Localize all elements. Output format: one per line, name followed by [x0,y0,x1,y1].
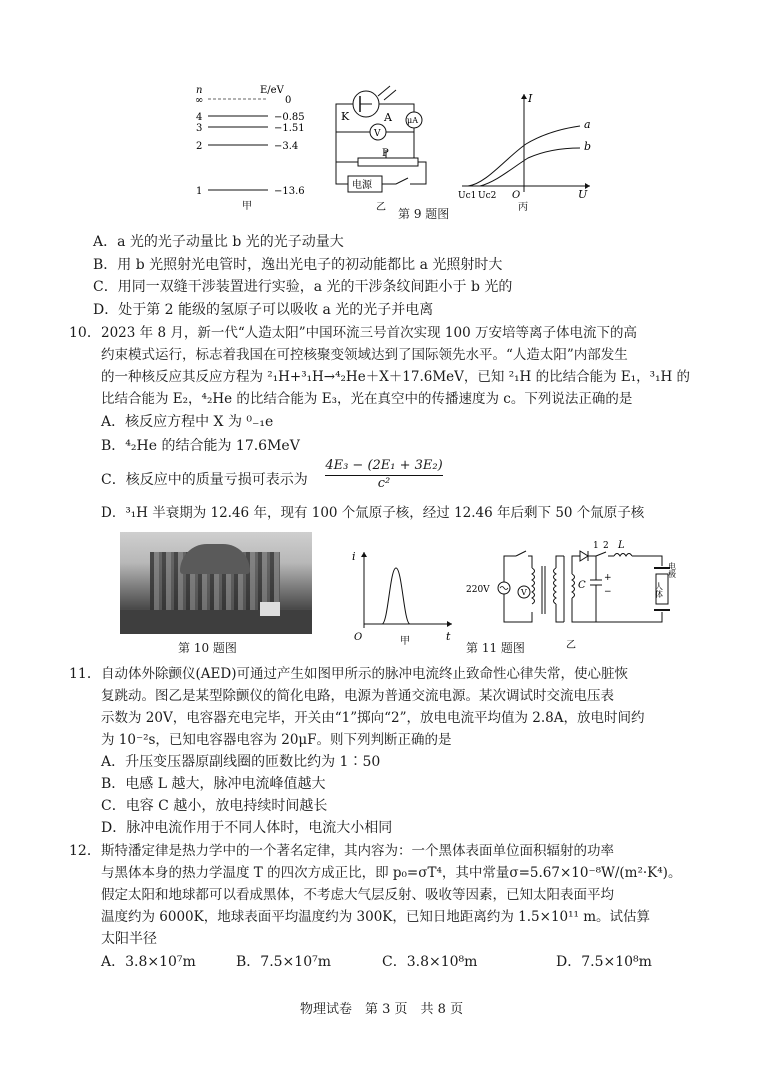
fig9-jia-label: 甲 [242,201,252,212]
fig9-caption: 第 9 题图 [398,207,450,221]
label-uc2: Uc2 [478,191,497,201]
curve-b [480,148,580,186]
fig11-jia-label: 甲 [400,636,410,647]
level-e-inf: 0 [285,95,292,106]
q12-line-2: 与黑体本身的热力学温度 T 的四次方成正比，即 p₀=σT⁴，其中常量σ=5.67×10⁻⁸W/(m²·K⁴)。 [101,865,682,881]
q11-option-d: D．脉冲电流作用于不同人体时，电流大小相同 [101,820,393,836]
q11-option-c: C．电容 C 越小，放电持续时间越长 [101,798,328,814]
q11-line-2: 复跳动。图乙是某型除颤仪的简化电路，电源为普通交流电源。某次调试时交流电压表 [101,688,614,704]
page-footer: 物理试卷 第 3 页 共 8 页 [300,1002,464,1017]
q10-option-c: C．核反应中的质量亏损可表示为 [101,472,308,488]
label-2: 2 [603,541,609,551]
label-electrode: 电极 [667,562,677,578]
q9-option-c: C．用同一双缝干涉装置进行实验，a 光的干涉条纹间距小于 b 光的 [93,279,513,295]
pulse-curve [366,568,444,624]
q12-option-d: D．7.5×10⁸m [556,954,652,970]
e-header: E/eV [260,85,284,96]
axis-U: U [578,188,588,201]
q10-option-c-fraction [325,458,443,491]
n-header: n [196,85,203,96]
q11-option-b: B．电感 L 越大，脉冲电流峰值越大 [101,776,326,792]
level-e-4: −0.85 [274,112,305,123]
q9-option-a: A．a 光的光子动量比 b 光的光子动量大 [93,234,344,250]
level-n-4: 4 [196,112,203,123]
label-A: A [384,111,392,124]
q11-line-4: 为 10⁻²s，已知电容器电容为 20μF。则下列判断正确的是 [101,732,452,748]
fraction-denominator: c² [377,476,391,491]
label-L: L [618,540,625,551]
level-e-3: −1.51 [274,123,305,134]
label-uA: μA [407,116,418,125]
q12-option-a: A．3.8×10⁷m [101,954,196,970]
q11-line-1: 自动体外除颤仪(AED)可通过产生如图甲所示的脉冲电流终止致命性心律失常，使心脏恢 [101,666,628,682]
label-V: V [374,129,381,139]
q9-option-d: D．处于第 2 能级的氢原子可以吸收 a 光的光子并电离 [93,302,434,318]
level-n-inf: ∞ [195,95,204,106]
q12-line-3: 假定太阳和地球都可以看成黑体，不考虑大气层反射、吸收等因素，已知太阳表面平均 [101,887,614,903]
q10-line-3: 的一种核反应其反应方程为 ²₁H+³₁H→⁴₂He＋X＋17.6MeV，已知 ²₁H 的比结合能为 E₁，³₁H 的 [101,369,691,385]
label-1: 1 [593,541,599,551]
label-uc1: Uc1 [458,191,477,201]
curve-a-label: a [584,118,591,131]
label-source: 电源 [352,180,372,191]
q12-line-5: 太阳半径 [101,931,157,947]
label-220v: 220V [466,585,490,595]
label-P: P [382,148,389,159]
fig9-bing-iu-graph [456,88,596,212]
axis-i: i [352,550,356,563]
fig9-yi-photocell-circuit [330,84,440,214]
curve-b-label: b [584,140,592,153]
fig11-caption: 第 11 题图 [466,641,525,655]
fig9-jia-energy-levels [190,84,320,212]
label-O: O [512,190,521,201]
svg-text:−: − [604,587,612,597]
q9-option-b: B．用 b 光照射光电管时，逸出光电子的初动能都比 a 光照射时大 [93,257,503,273]
q11-number: 11． [69,666,101,682]
q12-option-c: C．3.8×10⁸m [382,954,478,970]
q10-line-1: 2023 年 8 月，新一代“人造太阳”中国环流三号首次实现 100 万安培等离子体电流下的高 [101,325,637,341]
label-V: V [521,588,527,597]
origin-O: O [354,632,363,643]
q10-option-b: B．⁴₂He 的结合能为 17.6MeV [101,438,300,454]
fraction-numerator: 4E₃ − (2E₁ + 3E₂) [325,458,443,476]
label-C: C [578,580,586,591]
q11-option-a: A．升压变压器原副线圈的匝数比约为 1∶50 [101,754,381,770]
q10-option-d: D．³₁H 半衰期为 12.46 年，现有 100 个氚原子核，经过 12.46 年后剩下 50 个氚原子核 [101,505,645,521]
level-e-2: −3.4 [274,141,299,152]
q12-line-4: 温度约为 6000K，地球表面平均温度约为 300K，已知日地距离约为 1.5×10¹¹ m。试估算 [101,909,651,925]
q12-number: 12． [69,843,101,859]
q12-line-1: 斯特潘定律是热力学中的一个著名定律，其内容为：一个黑体表面单位面积辐射的功率 [101,843,614,859]
q10-option-a: A．核反应方程中 X 为 ⁰₋₁e [101,414,274,430]
axis-I: I [528,92,533,105]
fig11-yi-label: 乙 [566,640,576,651]
label-K: K [341,110,350,123]
q10-line-4: 比结合能为 E₂，⁴₂He 的比结合能为 E₃，光在真空中的传播速度为 c。下列说法正确的是 [101,391,633,407]
level-n-3: 3 [196,123,203,134]
fig11-jia-pulse-graph [348,548,458,648]
fig10-photo [120,532,312,634]
q10-number: 10． [69,325,101,341]
fig9-yi-label: 乙 [376,202,386,213]
level-n-2: 2 [196,141,203,152]
fig11-yi-aed-circuit [466,540,696,652]
axis-t: t [446,630,451,643]
q10-line-2: 约束模式运行，标志着我国在可控核聚变领域达到了国际领先水平。“人造太阳”内部发生 [101,347,628,363]
level-e-1: −13.6 [274,186,305,197]
fig10-caption: 第 10 题图 [178,641,237,655]
label-body: 人体 [654,582,664,598]
svg-text:+: + [604,573,612,583]
diode-icon [580,551,588,561]
fig9-bing-label: 丙 [518,202,528,212]
q12-option-b: B．7.5×10⁷m [236,954,331,970]
level-n-1: 1 [196,186,203,197]
q11-line-3: 示数为 20V，电容器充电完毕，开关由“1”掷向“2”，放电电流平均值为 2.8A，放电时间约 [101,710,645,726]
